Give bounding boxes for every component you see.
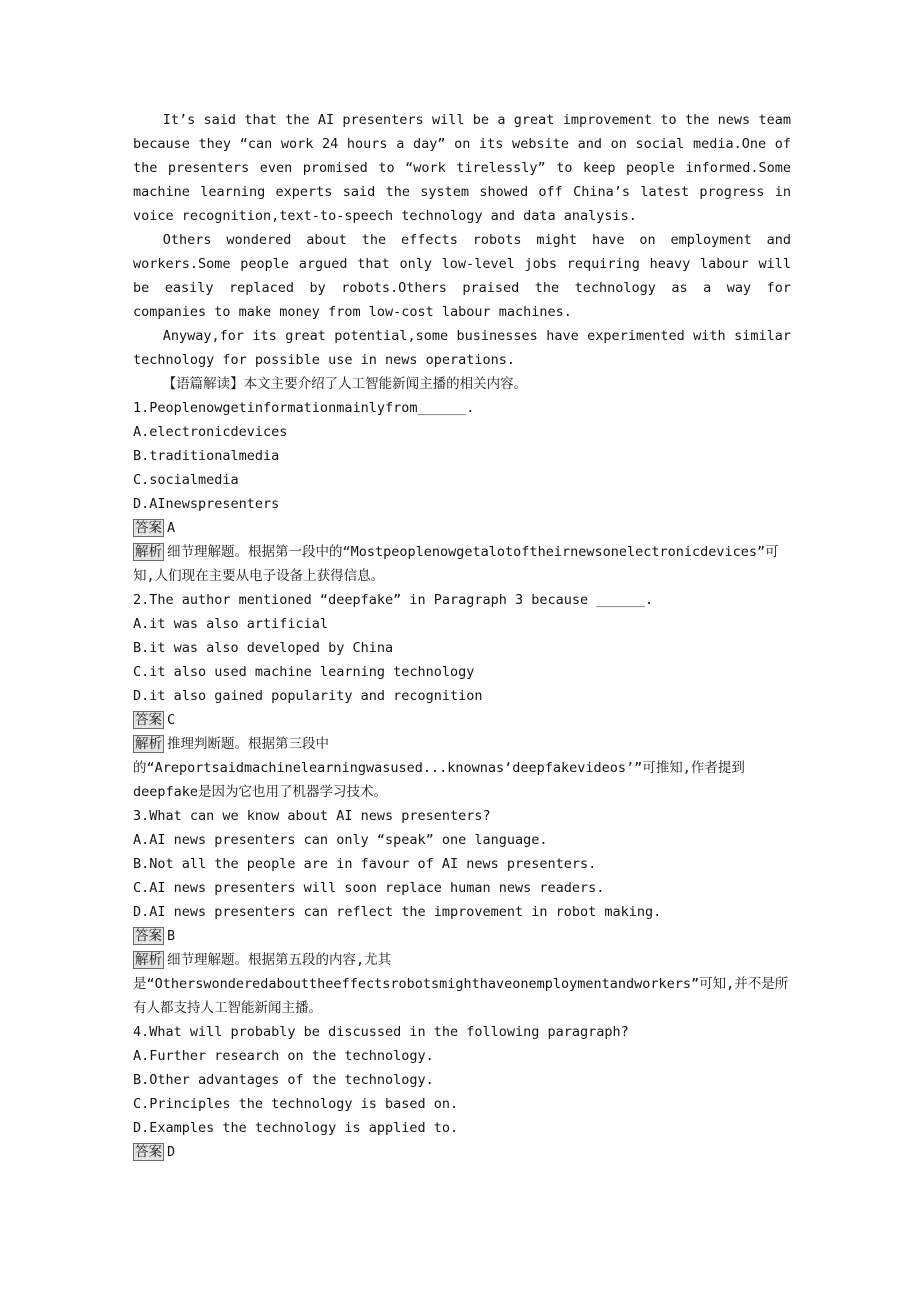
question-2-answer-row [133,708,791,732]
question-1-option-c: C.socialmedia [133,472,239,488]
question-4 [133,1020,791,1164]
answer-label: 答案 [135,520,162,536]
question-2-option-b: B.it was also developed by China [133,640,394,656]
question-1-stem: 1.Peoplenowgetinformationmainlyfrom______. [133,400,475,416]
question-4-option-b: B.Other advantages of the technology. [133,1072,434,1088]
passage-note: 【语篇解读】本文主要介绍了人工智能新闻主播的相关内容。 [162,376,528,392]
question-3-option-a: A.AI news presenters can only “speak” one language. [133,832,548,848]
question-3-analysis-text: 细节理解题。根据第五段的内容,尤其是“Otherswonderedabouttheeffectsrobotsmighthaveonemploymentandworkers”可知,并不是所有人都支持人工智能新闻主播。 [133,952,789,1016]
question-3-option-d: D.AI news presenters can reflect the improvement in robot making. [133,904,662,920]
question-3-analysis-row [133,948,791,1020]
question-2-option-c: C.it also used machine learning technology [133,664,475,680]
question-4-option-c: C.Principles the technology is based on. [133,1096,459,1112]
question-3 [133,804,791,1020]
answer-label: 答案 [135,928,162,944]
question-4-answer-value: D [167,1144,176,1160]
question-4-option-a: A.Further research on the technology. [133,1048,434,1064]
question-2-analysis-text: 推理判断题。根据第三段中的“Areportsaidmachinelearningwasused...knownas‘deepfakevideos’”可推知,作者提到deepfake是因为它也用了机器学习技术。 [133,736,745,800]
question-1-answer-value: A [167,520,176,536]
question-1 [133,396,791,588]
question-2-analysis-row [133,732,791,804]
document-content [133,108,791,1164]
question-3-option-c: C.AI news presenters will soon replace human news readers. [133,880,605,896]
question-1-analysis-row [133,540,791,588]
question-4-option-d: D.Examples the technology is applied to. [133,1120,459,1136]
analysis-label: 解析 [135,952,162,968]
question-2 [133,588,791,804]
question-2-option-d: D.it also gained popularity and recognition [133,688,483,704]
question-2-option-a: A.it was also artificial [133,616,329,632]
question-1-option-d: D.AInewspresenters [133,496,280,512]
passage-paragraph-1: It’s said that the AI presenters will be a great improvement to the news team because they “can work 24 hours a day” on its website and on social media.One of the presenters even promised to “work tirelessly” to keep people informed.Some machine learning experts said the system showed off China’s latest progress in voice recognition,text-to-speech technology and data analysis. [133,112,791,224]
question-1-answer-row [133,516,791,540]
question-2-stem: 2.The author mentioned “deepfake” in Paragraph 3 because ______. [133,592,654,608]
passage-paragraph-2: Others wondered about the effects robots might have on employment and workers.Some people argued that only low-level jobs requiring heavy labour will be easily replaced by robots.Others praised the technology as a way for companies to make money from low-cost labour machines. [133,232,791,320]
analysis-label: 解析 [135,736,162,752]
question-3-stem: 3.What can we know about AI news presenters? [133,808,491,824]
question-4-answer-row [133,1140,791,1164]
passage-paragraph-3: Anyway,for its great potential,some businesses have experimented with similar technology for possible use in news operations. [133,328,791,368]
question-1-analysis-text: 细节理解题。根据第一段中的“Mostpeoplenowgetalotoftheirnewsonelectronicdevices”可知,人们现在主要从电子设备上获得信息。 [133,544,779,584]
question-3-option-b: B.Not all the people are in favour of AI news presenters. [133,856,597,872]
analysis-label: 解析 [135,544,162,560]
question-3-answer-row [133,924,791,948]
question-2-answer-value: C [167,712,176,728]
question-1-option-a: A.electronicdevices [133,424,288,440]
question-3-answer-value: B [167,928,176,944]
question-4-stem: 4.What will probably be discussed in the following paragraph? [133,1024,629,1040]
question-1-option-b: B.traditionalmedia [133,448,280,464]
answer-label: 答案 [135,1144,162,1160]
answer-label: 答案 [135,712,162,728]
